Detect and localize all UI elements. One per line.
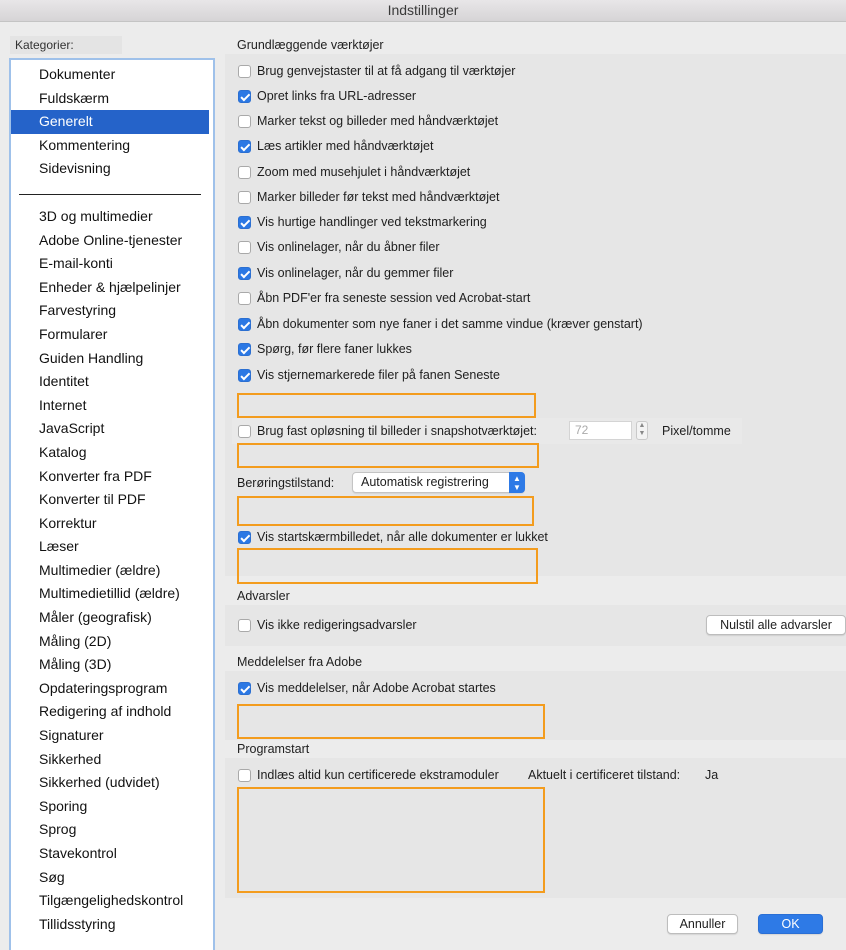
option-label: Marker tekst og billeder med håndværktøjet	[257, 114, 499, 128]
category-item[interactable]: Guiden Handling	[39, 349, 144, 366]
category-item[interactable]: Identitet	[39, 373, 89, 390]
resolution-unit-label: Pixel/tomme	[662, 424, 731, 438]
option-row[interactable]	[238, 315, 643, 333]
category-item[interactable]: Opdateringsprogram	[39, 679, 168, 696]
category-item[interactable]: Farvestyring	[39, 302, 117, 319]
updown-chevron-icon: ▲ ▼	[509, 472, 525, 493]
option-row[interactable]	[238, 766, 499, 784]
checkbox[interactable]	[238, 191, 251, 204]
category-item[interactable]: Sikkerhed	[39, 750, 102, 767]
resolution-input[interactable]: 72	[569, 421, 632, 440]
category-item[interactable]: Dokumenter	[39, 66, 116, 82]
option-label: Opret links fra URL-adresser	[257, 89, 417, 103]
highlight-box	[237, 787, 545, 893]
category-item[interactable]: Stavekontrol	[39, 845, 117, 861]
category-item[interactable]: Måler (geografisk)	[39, 609, 152, 626]
checkbox-checked[interactable]	[238, 140, 251, 153]
option-label: Vis meddelelser, når Adobe Acrobat startes	[257, 681, 496, 695]
option-label: Vis ikke redigeringsadvarsler	[257, 618, 417, 632]
checkbox-checked[interactable]	[238, 682, 251, 695]
option-row[interactable]	[238, 62, 515, 80]
option-label: Vis startskærmbilledet, når alle dokumenter er lukket	[257, 530, 548, 544]
section-title-messages: Meddelelser fra Adobe	[237, 655, 363, 669]
checkbox[interactable]	[238, 769, 251, 782]
option-label: Læs artikler med håndværktøjet	[257, 139, 434, 153]
category-item[interactable]: Multimedietillid (ældre)	[39, 585, 180, 602]
category-item[interactable]: Kommentering	[39, 136, 131, 153]
checkbox-checked[interactable]	[238, 267, 251, 280]
stepper-down-icon[interactable]: ▼	[638, 430, 646, 437]
option-label: Åbn PDF'er fra seneste session ved Acrobat-start	[257, 291, 531, 305]
checkbox[interactable]	[238, 241, 251, 254]
checkbox-checked[interactable]	[238, 531, 251, 544]
category-item[interactable]: Konverter fra PDF	[39, 467, 152, 484]
reset-warnings-button[interactable]: Nulstil alle advarsler	[706, 615, 846, 635]
highlight-box	[237, 548, 538, 584]
category-item[interactable]: Multimedier (ældre)	[39, 561, 161, 578]
option-row[interactable]	[238, 264, 453, 282]
category-item[interactable]: Sprog	[39, 821, 77, 838]
checkbox[interactable]	[238, 65, 251, 78]
option-row[interactable]	[238, 366, 500, 384]
touch-mode-value: Automatisk registrering	[361, 475, 489, 489]
checkbox-checked[interactable]	[238, 90, 251, 103]
checkbox[interactable]	[238, 292, 251, 305]
option-label: Indlæs altid kun certificerede ekstramoduler	[257, 768, 499, 782]
option-row[interactable]	[238, 163, 470, 181]
category-item[interactable]: Formularer	[39, 325, 108, 342]
option-row[interactable]	[238, 137, 433, 155]
checkbox[interactable]	[238, 115, 251, 128]
category-item-selected[interactable]: Generelt	[11, 110, 209, 134]
option-row[interactable]	[238, 112, 498, 130]
touch-mode-select[interactable]	[352, 472, 525, 493]
category-item[interactable]: Konverter til PDF	[39, 491, 146, 508]
category-list[interactable]	[9, 58, 215, 950]
category-item[interactable]: Internet	[39, 396, 87, 413]
snapshot-option-row[interactable]	[238, 422, 537, 440]
category-item[interactable]: Enheder & hjælpelinjer	[39, 278, 181, 295]
category-item[interactable]: Måling (2D)	[39, 632, 112, 649]
option-label: Zoom med musehjulet i håndværktøjet	[257, 165, 471, 179]
category-item[interactable]: E-mail-konti	[39, 255, 113, 272]
option-row[interactable]	[238, 188, 499, 206]
option-label: Brug fast opløsning til billeder i snapshotværktøjet:	[257, 424, 537, 438]
category-item[interactable]: 3D og multimedier	[39, 207, 153, 224]
category-item[interactable]: Tillidsstyring	[39, 915, 116, 932]
touch-mode-label: Berøringstilstand:	[237, 476, 335, 490]
option-label: Åbn dokumenter som nye faner i det samme vindue (kræver genstart)	[257, 317, 643, 331]
checkbox[interactable]	[238, 619, 251, 632]
category-group-primary	[11, 60, 213, 181]
section-title-basic-tools: Grundlæggende værktøjer	[237, 38, 384, 52]
option-label: Vis hurtige handlinger ved tekstmarkering	[257, 215, 487, 229]
option-label: Vis stjernemarkerede filer på fanen Seneste	[257, 368, 500, 382]
category-item[interactable]: Tilgængelighedskontrol	[39, 892, 184, 909]
window-title: Indstillinger	[0, 0, 846, 22]
category-item[interactable]: Sporing	[39, 797, 88, 814]
category-item[interactable]: Fuldskærm	[39, 89, 110, 106]
highlight-box	[237, 704, 545, 739]
option-label: Marker billeder før tekst med håndværktøjet	[257, 190, 500, 204]
section-title-warnings: Advarsler	[237, 589, 290, 603]
resolution-stepper[interactable]	[636, 421, 648, 440]
certified-status-label: Aktuelt i certificeret tilstand:	[528, 768, 681, 782]
highlight-box	[237, 393, 536, 418]
checkbox-checked[interactable]	[238, 369, 251, 382]
option-row[interactable]	[238, 238, 440, 256]
option-label: Spørg, før flere faner lukkes	[257, 342, 412, 356]
checkbox-checked[interactable]	[238, 318, 251, 331]
option-label: Brug genvejstaster til at få adgang til værktøjer	[257, 64, 516, 78]
option-label: Vis onlinelager, når du gemmer filer	[257, 266, 454, 280]
checkbox-checked[interactable]	[238, 343, 251, 356]
option-row[interactable]	[238, 289, 530, 307]
checkbox-checked[interactable]	[238, 216, 251, 229]
highlight-box	[237, 443, 539, 468]
checkbox[interactable]	[238, 425, 251, 438]
category-item[interactable]: Læser	[39, 538, 79, 555]
category-item[interactable]: Signaturer	[39, 727, 104, 744]
option-label: Vis onlinelager, når du åbner filer	[257, 240, 440, 254]
option-row[interactable]	[238, 213, 487, 231]
category-divider	[19, 194, 201, 195]
category-item[interactable]: Sikkerhed (udvidet)	[39, 774, 160, 791]
categories-label: Kategorier:	[10, 36, 122, 54]
category-item[interactable]: JavaScript	[39, 420, 105, 437]
certified-status-value: Ja	[705, 768, 719, 782]
highlight-box	[237, 496, 534, 526]
category-item[interactable]: Sidevisning	[39, 160, 111, 177]
category-item[interactable]: Katalog	[39, 443, 87, 460]
category-group-secondary	[11, 205, 213, 936]
category-item[interactable]: Adobe Online-tjenester	[39, 231, 183, 248]
ok-button[interactable]: OK	[758, 914, 823, 934]
option-row[interactable]	[238, 679, 496, 697]
checkbox[interactable]	[238, 166, 251, 179]
category-item[interactable]: Søg	[39, 868, 65, 885]
section-title-startup: Programstart	[237, 742, 310, 756]
stepper-up-icon[interactable]: ▲	[638, 422, 646, 429]
category-item[interactable]: Redigering af indhold	[39, 703, 172, 720]
category-item[interactable]: Korrektur	[39, 514, 97, 531]
option-row[interactable]	[238, 528, 548, 546]
option-row[interactable]	[238, 87, 416, 105]
option-row[interactable]	[238, 340, 412, 358]
option-row[interactable]	[238, 616, 417, 634]
cancel-button[interactable]: Annuller	[667, 914, 738, 934]
category-item[interactable]: Måling (3D)	[39, 656, 112, 673]
